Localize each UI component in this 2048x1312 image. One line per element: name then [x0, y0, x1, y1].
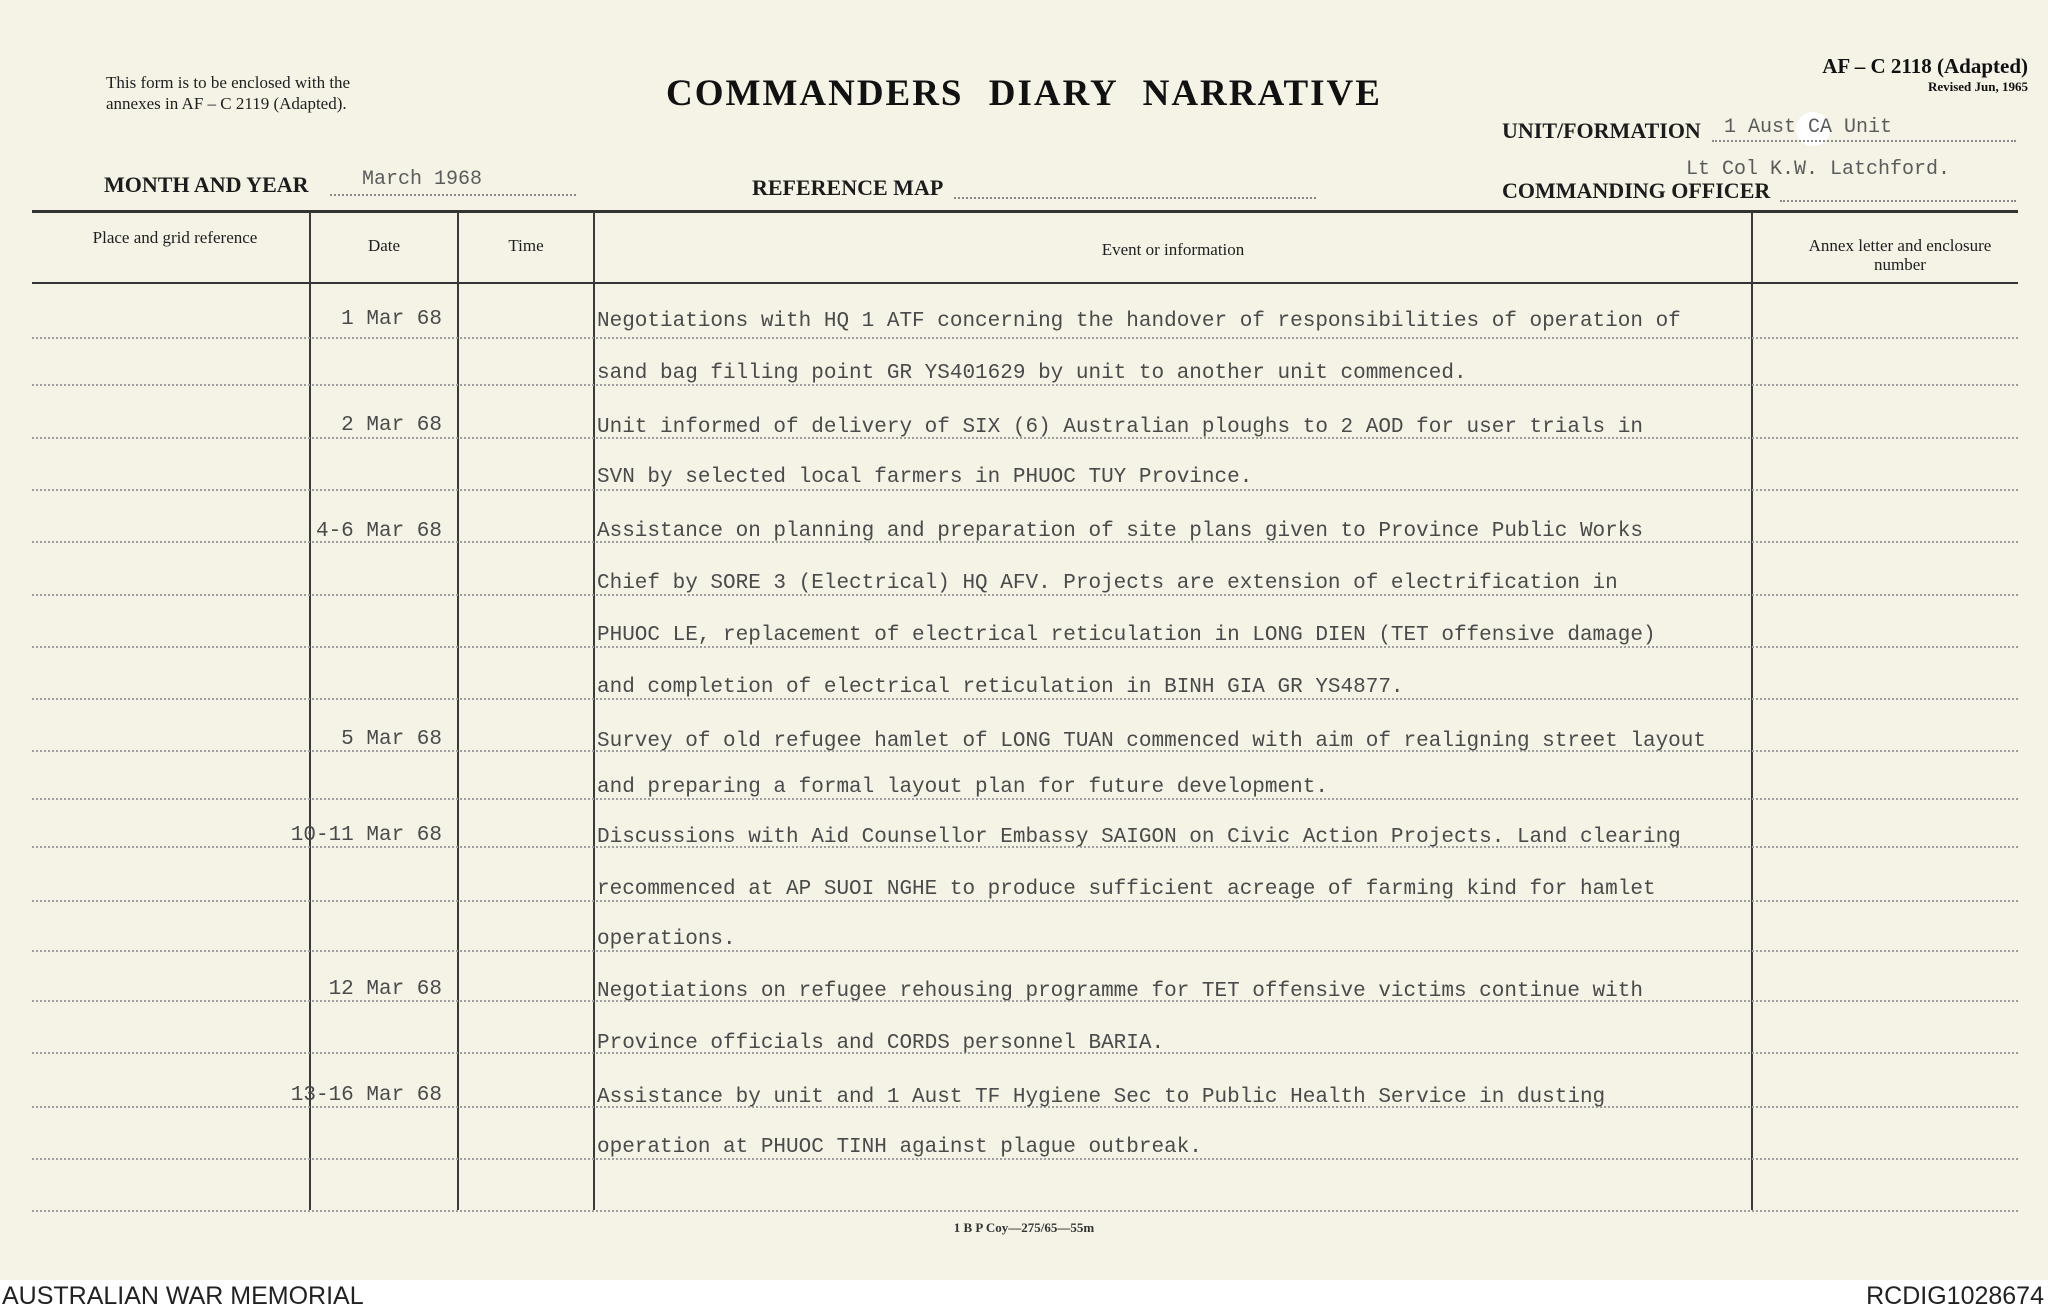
ruled-line	[32, 950, 2018, 952]
column-divider-date	[457, 212, 459, 1210]
archive-caption-left: AUSTRALIAN WAR MEMORIAL	[2, 1282, 364, 1310]
entry-line: sand bag filling point GR YS401629 by unit to another unit commenced.	[597, 362, 1467, 385]
entry-line: and preparing a formal layout plan for future development.	[597, 776, 1328, 799]
entry-date: 13-16 Mar 68	[290, 1084, 442, 1107]
month-year-value: March 1968	[362, 168, 483, 191]
entry-line: operation at PHUOC TINH against plague outbreak.	[597, 1136, 1202, 1159]
commanding-officer-value: Lt Col K.W. Latchford.	[1686, 158, 1951, 181]
entry-date: 1 Mar 68	[341, 308, 442, 331]
ruled-line	[32, 489, 2018, 491]
entry-date: 12 Mar 68	[328, 978, 442, 1001]
entry-line: and completion of electrical reticulation in BINH GIA GR YS4877.	[597, 676, 1404, 699]
entry-date: 2 Mar 68	[341, 414, 442, 437]
column-header-place: Place and grid reference	[92, 228, 258, 247]
entry-line: PHUOC LE, replacement of electrical reticulation in LONG DIEN (TET offensive damage)	[597, 624, 1656, 647]
column-divider-time	[593, 212, 595, 1210]
commanding-officer-label: COMMANDING OFFICER	[1502, 178, 1771, 203]
entry-line: SVN by selected local farmers in PHUOC TUY Province.	[597, 466, 1253, 489]
column-header-event: Event or information	[1101, 240, 1245, 259]
form-title: COMMANDERS DIARY NARRATIVE	[666, 73, 1382, 114]
entry-line: Assistance by unit and 1 Aust TF Hygiene Sec to Public Health Service in dusting	[597, 1086, 1606, 1109]
column-header-date: Date	[367, 236, 401, 255]
table-top-rule	[32, 210, 2018, 213]
reference-map-dotted-line	[954, 197, 1316, 199]
table-header-rule	[32, 282, 2018, 284]
form-number-block	[1822, 54, 2028, 95]
archive-caption-right: RCDIG1028674	[1866, 1282, 2044, 1310]
entry-date: 5 Mar 68	[341, 728, 442, 751]
column-header-time: Time	[508, 236, 544, 255]
unit-label: UNIT/FORMATION	[1502, 118, 1701, 143]
entry-date: 4-6 Mar 68	[315, 520, 442, 543]
entry-line: Chief by SORE 3 (Electrical) HQ AFV. Projects are extension of electrification in	[597, 572, 1618, 595]
column-divider-event	[1751, 212, 1753, 1210]
reference-map-label: REFERENCE MAP	[752, 175, 944, 200]
unit-value: 1 Aust CA Unit	[1724, 116, 1893, 139]
ruled-line	[32, 1210, 2018, 1212]
entry-line: Unit informed of delivery of SIX (6) Australian ploughs to 2 AOD for user trials in	[597, 416, 1643, 439]
entry-date: 10-11 Mar 68	[290, 824, 442, 847]
entry-line: Survey of old refugee hamlet of LONG TUAN commenced with aim of realigning street layout	[597, 730, 1706, 753]
form-number: AF – C 2118 (Adapted)	[1822, 54, 2028, 78]
notice-line-2: annexes in AF – C 2119 (Adapted).	[106, 94, 347, 113]
entry-line: Province officials and CORDS personnel BARIA.	[597, 1032, 1165, 1055]
commanding-officer-dotted-line	[1780, 200, 2016, 202]
entry-line: Assistance on planning and preparation of site plans given to Province Public Works	[597, 520, 1643, 543]
revision-date: Revised Jun, 1965	[1927, 79, 2028, 94]
entry-line: Discussions with Aid Counsellor Embassy SAIGON on Civic Action Projects. Land clearing	[597, 826, 1681, 849]
column-divider-place	[309, 212, 311, 1210]
unit-dotted-line	[1712, 140, 2016, 142]
printer-imprint: 1 B P Coy—275/65—55m	[953, 1220, 1095, 1235]
entry-line: operations.	[597, 928, 736, 951]
column-header-annex: Annex letter and enclosure number	[1808, 236, 1992, 274]
entry-line: Negotiations with HQ 1 ATF concerning the handover of responsibilities of operation of	[597, 310, 1681, 333]
notice-line-1: This form is to be enclosed with the	[106, 73, 351, 92]
entry-line: recommenced at AP SUOI NGHE to produce sufficient acreage of farming kind for hamlet	[597, 878, 1656, 901]
month-year-dotted-line	[330, 194, 576, 196]
entry-line: Negotiations on refugee rehousing programme for TET offensive victims continue with	[597, 980, 1643, 1003]
ruled-line	[32, 337, 2018, 339]
month-year-label: MONTH AND YEAR	[104, 172, 309, 197]
